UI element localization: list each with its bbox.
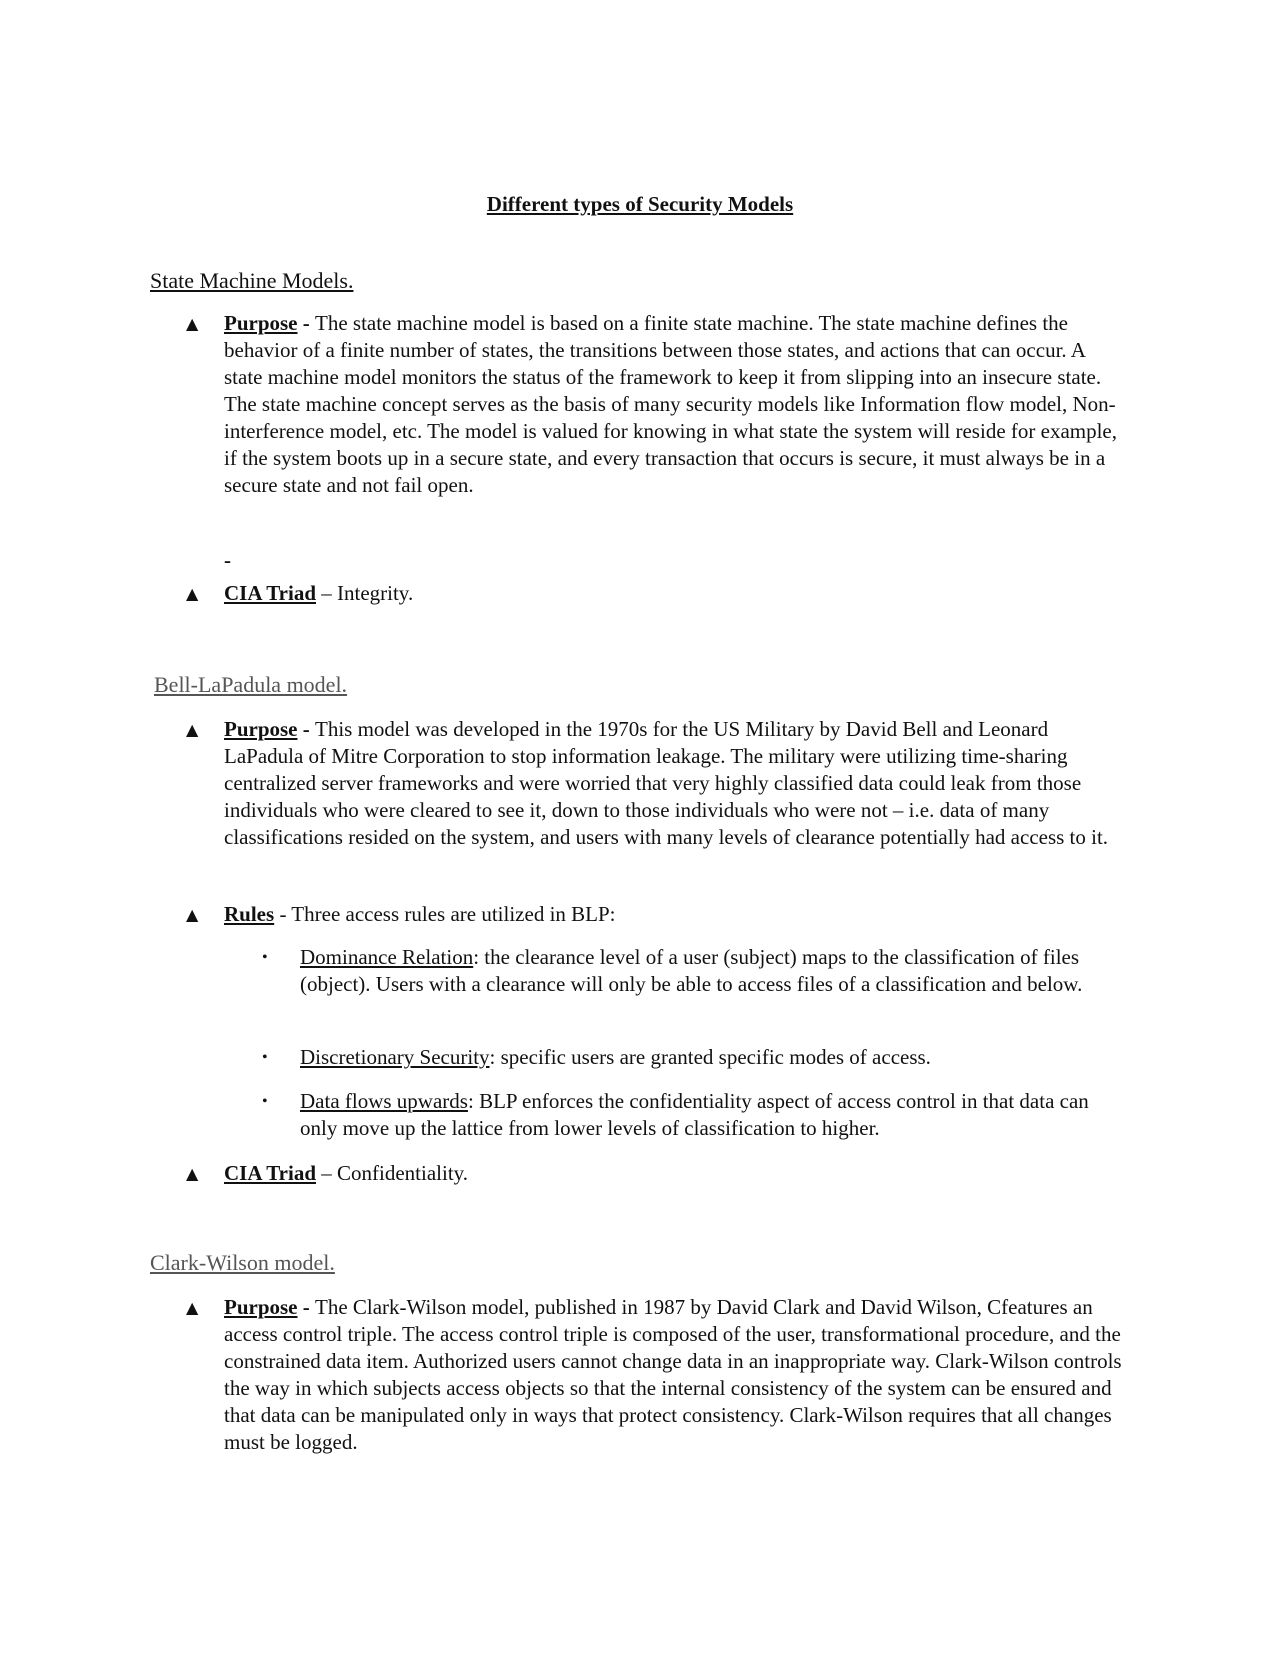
triangle-bullet-icon: ▲ — [186, 905, 199, 924]
purpose-label: Purpose — [224, 717, 298, 741]
heading-bell-lapadula: Bell-LaPadula model. — [154, 672, 348, 697]
triangle-bullet-icon: ▲ — [186, 584, 199, 603]
rule-separator: : — [467, 1089, 480, 1113]
stray-mark: - — [224, 548, 231, 572]
rules-text: - Three access rules are utilized in BLP: — [274, 902, 616, 926]
rule-separator: : — [489, 1045, 501, 1069]
rule-item-data-flows — [262, 1088, 1126, 1142]
rules-label: Rules — [224, 902, 275, 926]
purpose-text: The Clark-Wilson model, published in 1987 by David Clark and David Wilson, Cfeatures an access control triple. The access control triple is composed of the user, transformational procedure, and the constrained data item. Authorized users cannot change data in an inappropriate way. Clark-Wilson controls the way in which subjects access objects so that the internal consistency of the system can be ensured and that data can be manipulated only in ways that protect consistency. Clark-Wilson requires that all changes must be logged. — [224, 1295, 1122, 1454]
triangle-bullet-icon: ▲ — [186, 720, 199, 739]
cia-text: – Integrity. — [316, 581, 414, 605]
cia-text: – Confidentiality. — [316, 1161, 469, 1185]
purpose-label: Purpose — [224, 311, 298, 335]
heading-state-machine: State Machine Models. — [150, 268, 354, 293]
rule-item-dominance — [262, 944, 1126, 998]
rule-separator: : — [473, 945, 485, 969]
state-machine-cia-item — [186, 580, 1126, 607]
rule-text: specific users are granted specific modes of access. — [500, 1045, 931, 1069]
purpose-separator: - — [297, 1295, 315, 1319]
dot-bullet-icon: • — [262, 949, 268, 966]
purpose-label: Purpose — [224, 1295, 298, 1319]
cia-label: CIA Triad — [224, 1161, 316, 1185]
blp-rules-item — [186, 901, 1126, 928]
rule-term: Data flows upwards — [300, 1089, 468, 1113]
purpose-separator: - — [297, 311, 315, 335]
purpose-separator: - — [297, 717, 315, 741]
dot-bullet-icon: • — [262, 1093, 268, 1110]
dot-bullet-icon: • — [262, 1049, 268, 1066]
cia-label: CIA Triad — [224, 581, 316, 605]
rule-item-discretionary — [262, 1044, 1126, 1071]
triangle-bullet-icon: ▲ — [186, 1298, 199, 1317]
rule-term: Dominance Relation — [300, 945, 474, 969]
triangle-bullet-icon: ▲ — [186, 314, 199, 333]
rule-text: BLP enforces the confidentiality aspect of access control in that data can only move up the lattice from lower levels of classification to higher. — [300, 1089, 1089, 1140]
clark-wilson-purpose-item — [186, 1294, 1126, 1456]
heading-clark-wilson: Clark-Wilson model. — [150, 1250, 335, 1275]
blp-purpose-item — [186, 716, 1126, 851]
state-machine-purpose-item — [186, 310, 1126, 499]
rule-term: Discretionary Security — [300, 1045, 490, 1069]
blp-cia-item — [186, 1160, 1126, 1187]
rule-text: the clearance level of a user (subject) maps to the classification of files (object). Users with a clearance will only be able to access files of a classification and below. — [300, 945, 1083, 996]
document-title: Different types of Security Models — [486, 192, 794, 216]
purpose-text: The state machine model is based on a finite state machine. The state machine defines the behavior of a finite number of states, the transitions between those states, and actions that can occur. A state machine model monitors the status of the framework to keep it from slipping into an insecure state. The state machine concept serves as the basis of many security models like Information flow model, Non-interference model, etc. The model is valued for knowing in what state the system will reside for example, if the system boots up in a secure state, and every transaction that occurs is secure, it must always be in a secure state and not fail open. — [224, 311, 1118, 497]
triangle-bullet-icon: ▲ — [186, 1164, 199, 1183]
purpose-text: This model was developed in the 1970s for the US Military by David Bell and Leonard LaPadula of Mitre Corporation to stop information leakage. The military were utilizing time-sharing centralized server frameworks and were worried that very highly classified data could leak from those individuals who were cleared to see it, down to those individuals who were not – i.e. data of many classifications resided on the system, and users with many levels of clearance potentially had access to it. — [224, 717, 1109, 849]
